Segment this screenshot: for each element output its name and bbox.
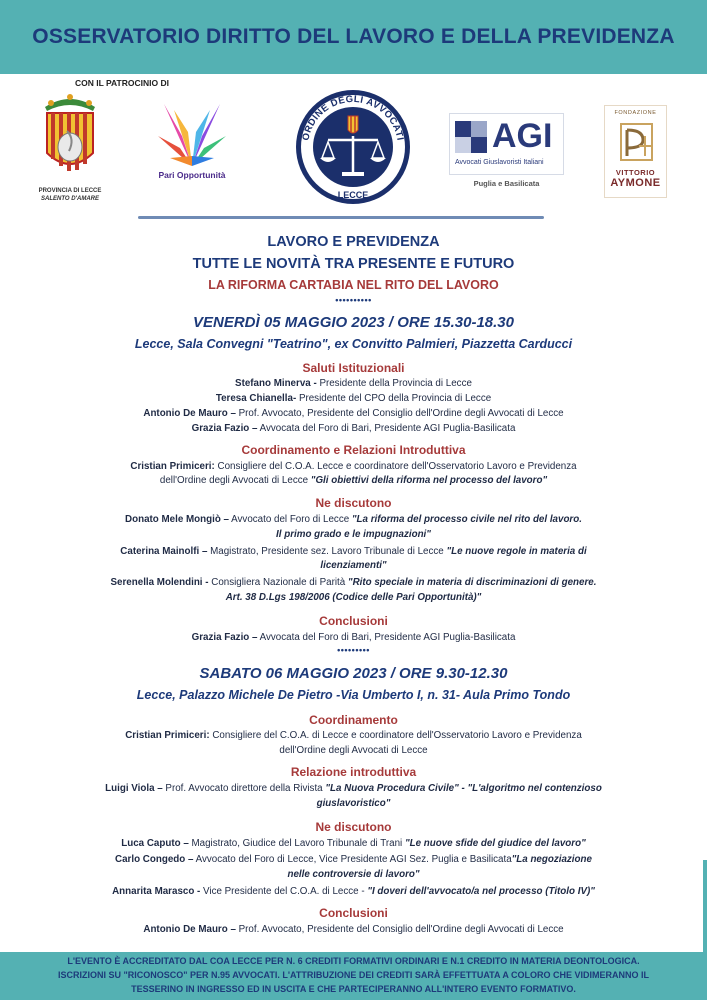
provincia-caption-line1: PROVINCIA DI LECCE: [38, 188, 102, 194]
agi-subtitle: Avvocati Giuslavoristi Italiani: [455, 159, 544, 166]
day2-discutono-heading: Ne discutono: [315, 820, 392, 834]
ordine-arc-top: ORDINE DEGLI AVVOCATI: [300, 93, 406, 142]
day2-coordinamento-heading: Coordinamento: [309, 713, 398, 727]
day1-discutono-row-3: Serenella Molendini - Consigliera Nazionale di Parità "Rito speciale in materia di discriminazioni di genere.: [110, 577, 597, 588]
event-title-1: LAVORO E PREVIDENZA: [267, 234, 440, 250]
day1-conclusioni-heading: Conclusioni: [319, 614, 388, 628]
fondazione-name1: VITTORIO: [615, 168, 656, 177]
fondazione-name2: AYMONE: [610, 177, 661, 189]
day1-discutono-row-2b: licenziamenti": [320, 560, 387, 571]
day1-discutono-row-1b: Il primo grado e le impugnazioni": [276, 529, 431, 540]
fondazione-emblem-icon: [605, 120, 668, 164]
day1-coordinamento-row-2: dell'Ordine degli Avvocati di Lecce "Gli obiettivi della riforma nel processo del lavoro": [159, 475, 548, 486]
day1-discutono-row-1: Donato Mele Mongiò – Avvocato del Foro di Lecce "La riforma del processo civile nel rito del lavoro.: [125, 514, 582, 525]
ordine-bottom-label: LECCE: [337, 190, 369, 200]
day1-coordinamento-heading: Coordinamento e Relazioni Introduttiva: [241, 443, 466, 457]
footer-line-3: TESSERINO IN INGRESSO ED IN USCITA E CHE PARTECIPERANNO ALL'INTERO EVENTO FORMATIVO.: [131, 984, 576, 994]
day1-discutono-row-3b: Art. 38 D.Lgs 198/2006 (Codice delle Pari Opportunità)": [225, 592, 482, 603]
day2-relazione-row-1: Luigi Viola – Prof. Avvocato direttore della Rivista "La Nuova Procedura Civile" - "L'algoritmo nel contenzioso: [105, 783, 602, 794]
day1-saluti-row-3: Antonio De Mauro – Prof. Avvocato, Presidente del Consiglio dell'Ordine degli Avvocati di Lecce: [143, 408, 564, 419]
day1-discutono-row-2: Caterina Mainolfi – Magistrato, Presidente sez. Lavoro Tribunale di Lecce "Le nuove regole in materia di: [120, 546, 587, 557]
day2-relazione-row-2: giuslavoristico": [316, 798, 391, 809]
agi-logo: [449, 113, 564, 175]
footer-bar: [0, 952, 707, 1000]
pari-opportunita-caption: Pari Opportunità: [158, 170, 226, 180]
day1-dots: •••••••••: [337, 645, 370, 655]
day1-venue: Lecce, Sala Convegni "Teatrino", ex Convitto Palmieri, Piazzetta Carducci: [134, 337, 573, 351]
side-accent-strip: [703, 860, 707, 952]
day2-coordinamento-row-1: Cristian Primiceri: Consigliere del C.O.A. di Lecce e coordinatore dell'Osservatorio Lavoro e Previdenza: [125, 730, 582, 741]
day2-discutono-row-2: Carlo Congedo – Avvocato del Foro di Lecce, Vice Presidente AGI Sez. Puglia e Basilicata"La negoziazione: [115, 854, 592, 865]
event-title-2: TUTTE LE NOVITÀ TRA PRESENTE E FUTURO: [192, 256, 515, 272]
day2-venue: Lecce, Palazzo Michele De Pietro -Via Umberto I, n. 31- Aula Primo Tondo: [136, 688, 571, 702]
ordine-avvocati-logo: [292, 86, 414, 208]
day1-date: VENERDÌ 05 MAGGIO 2023 / ORE 15.30-18.30: [193, 314, 514, 331]
patronage-label: CON IL PATROCINIO DI: [75, 78, 169, 88]
provincia-caption-line2: SALENTO D'AMARE: [41, 195, 99, 202]
day1-saluti-heading: Saluti Istituzionali: [302, 361, 405, 375]
day2-conclusioni-heading: Conclusioni: [319, 906, 388, 920]
day2-relazione-heading: Relazione introduttiva: [290, 765, 417, 779]
fondazione-top-label: FONDAZIONE: [614, 110, 657, 116]
page-title: OSSERVATORIO DIRITTO DEL LAVORO E DELLA PREVIDENZA: [32, 25, 675, 48]
day1-saluti-row-1: Stefano Minerva - Presidente della Provincia di Lecce: [235, 378, 472, 389]
day2-discutono-row-1: Luca Caputo – Magistrato, Giudice del Lavoro Tribunale di Trani "Le nuove sfide del giudice del lavoro": [121, 838, 586, 849]
section-divider: [138, 216, 544, 219]
day2-conclusioni-row: Antonio De Mauro – Prof. Avvocato, Presidente del Consiglio dell'Ordine degli Avvocati di Lecce: [143, 924, 564, 935]
svg-text:ORDINE DEGLI AVVOCATI: [300, 94, 405, 142]
day1-saluti-row-2: Teresa Chianella- Presidente del CPO della Provincia di Lecce: [215, 393, 492, 404]
agi-square-icon: [455, 121, 487, 153]
header-bar: [0, 0, 707, 74]
day2-date: SABATO 06 MAGGIO 2023 / ORE 9.30-12.30: [199, 665, 508, 682]
fondazione-aymone-logo: [604, 105, 667, 198]
provincia-lecce-caption: [28, 188, 112, 203]
agi-brand: AGI: [492, 117, 553, 155]
agi-region-caption: Puglia e Basilicata: [473, 179, 540, 188]
day1-coordinamento-row-1: Cristian Primiceri: Consigliere del C.O.A. Lecce e coordinatore dell'Osservatorio Lavoro e Previdenza: [130, 461, 577, 472]
day1-discutono-heading: Ne discutono: [315, 496, 392, 510]
footer-line-2: ISCRIZIONI SU "RICONOSCO" PER N.95 AVVOCATI. L'ATTRIBUZIONE DEI CREDITI SARÀ EFFETTUATA A COLORO CHE VIDIMERANNO IL: [57, 970, 650, 980]
event-dots: ••••••••••: [335, 295, 372, 305]
day2-discutono-row-3: Annarita Marasco - Vice Presidente del C.O.A. di Lecce - "I doveri dell'avvocato/a nel processo (Titolo IV)": [112, 886, 595, 897]
day2-coordinamento-row-2: dell'Ordine degli Avvocati di Lecce: [279, 745, 428, 756]
footer-line-1: L'EVENTO È ACCREDITATO DAL COA LECCE PER N. 6 CREDITI FORMATIVI ORDINARI E N.1 CREDITO IN MATERIA DEONTOLOGICA.: [67, 956, 640, 966]
day2-discutono-row-2b: nelle controversie di lavoro": [287, 869, 420, 880]
provincia-lecce-logo: [37, 93, 103, 185]
day1-saluti-row-4: Grazia Fazio – Avvocata del Foro di Bari, Presidente AGI Puglia-Basilicata: [191, 423, 516, 434]
event-subtitle: LA RIFORMA CARTABIA NEL RITO DEL LAVORO: [208, 278, 499, 292]
day1-conclusioni-row: Grazia Fazio – Avvocata del Foro di Bari, Presidente AGI Puglia-Basilicata: [191, 632, 516, 643]
